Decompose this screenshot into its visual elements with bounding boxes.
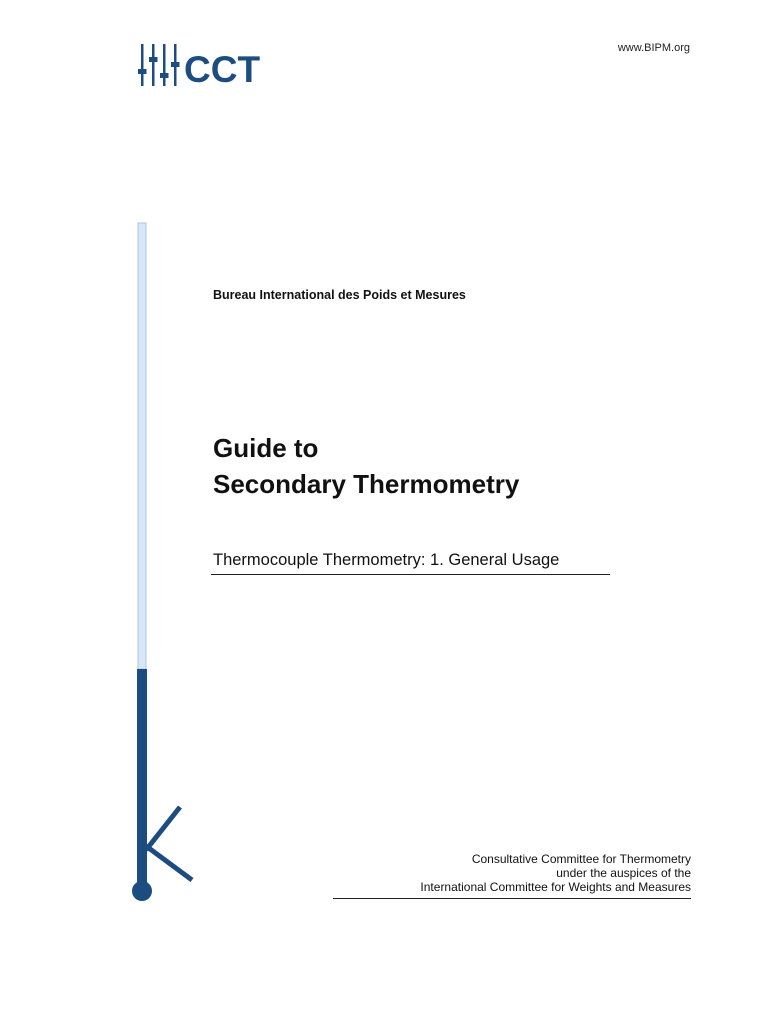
title-line-1: Guide to [213,433,319,463]
footer-line-3: International Committee for Weights and Measures [420,880,691,894]
document-subtitle: Thermocouple Thermometry: 1. General Usage [213,551,560,569]
document-title [213,430,519,502]
title-line-2: Secondary Thermometry [213,469,520,499]
subtitle-block [211,551,610,575]
thermometer-k-icon [132,223,192,901]
footer-line-1: Consultative Committee for Thermometry [471,852,691,866]
organization-name: Bureau International des Poids et Mesures [213,288,466,302]
cct-logo [138,42,278,90]
cct-logo-icon [138,44,180,86]
logo-text: CCT [184,49,261,90]
footer-credits [333,852,691,899]
footer-line-2: under the auspices of the [556,866,691,880]
website-link[interactable]: www.BIPM.org [617,42,690,54]
thermometer-graphic [126,220,206,910]
